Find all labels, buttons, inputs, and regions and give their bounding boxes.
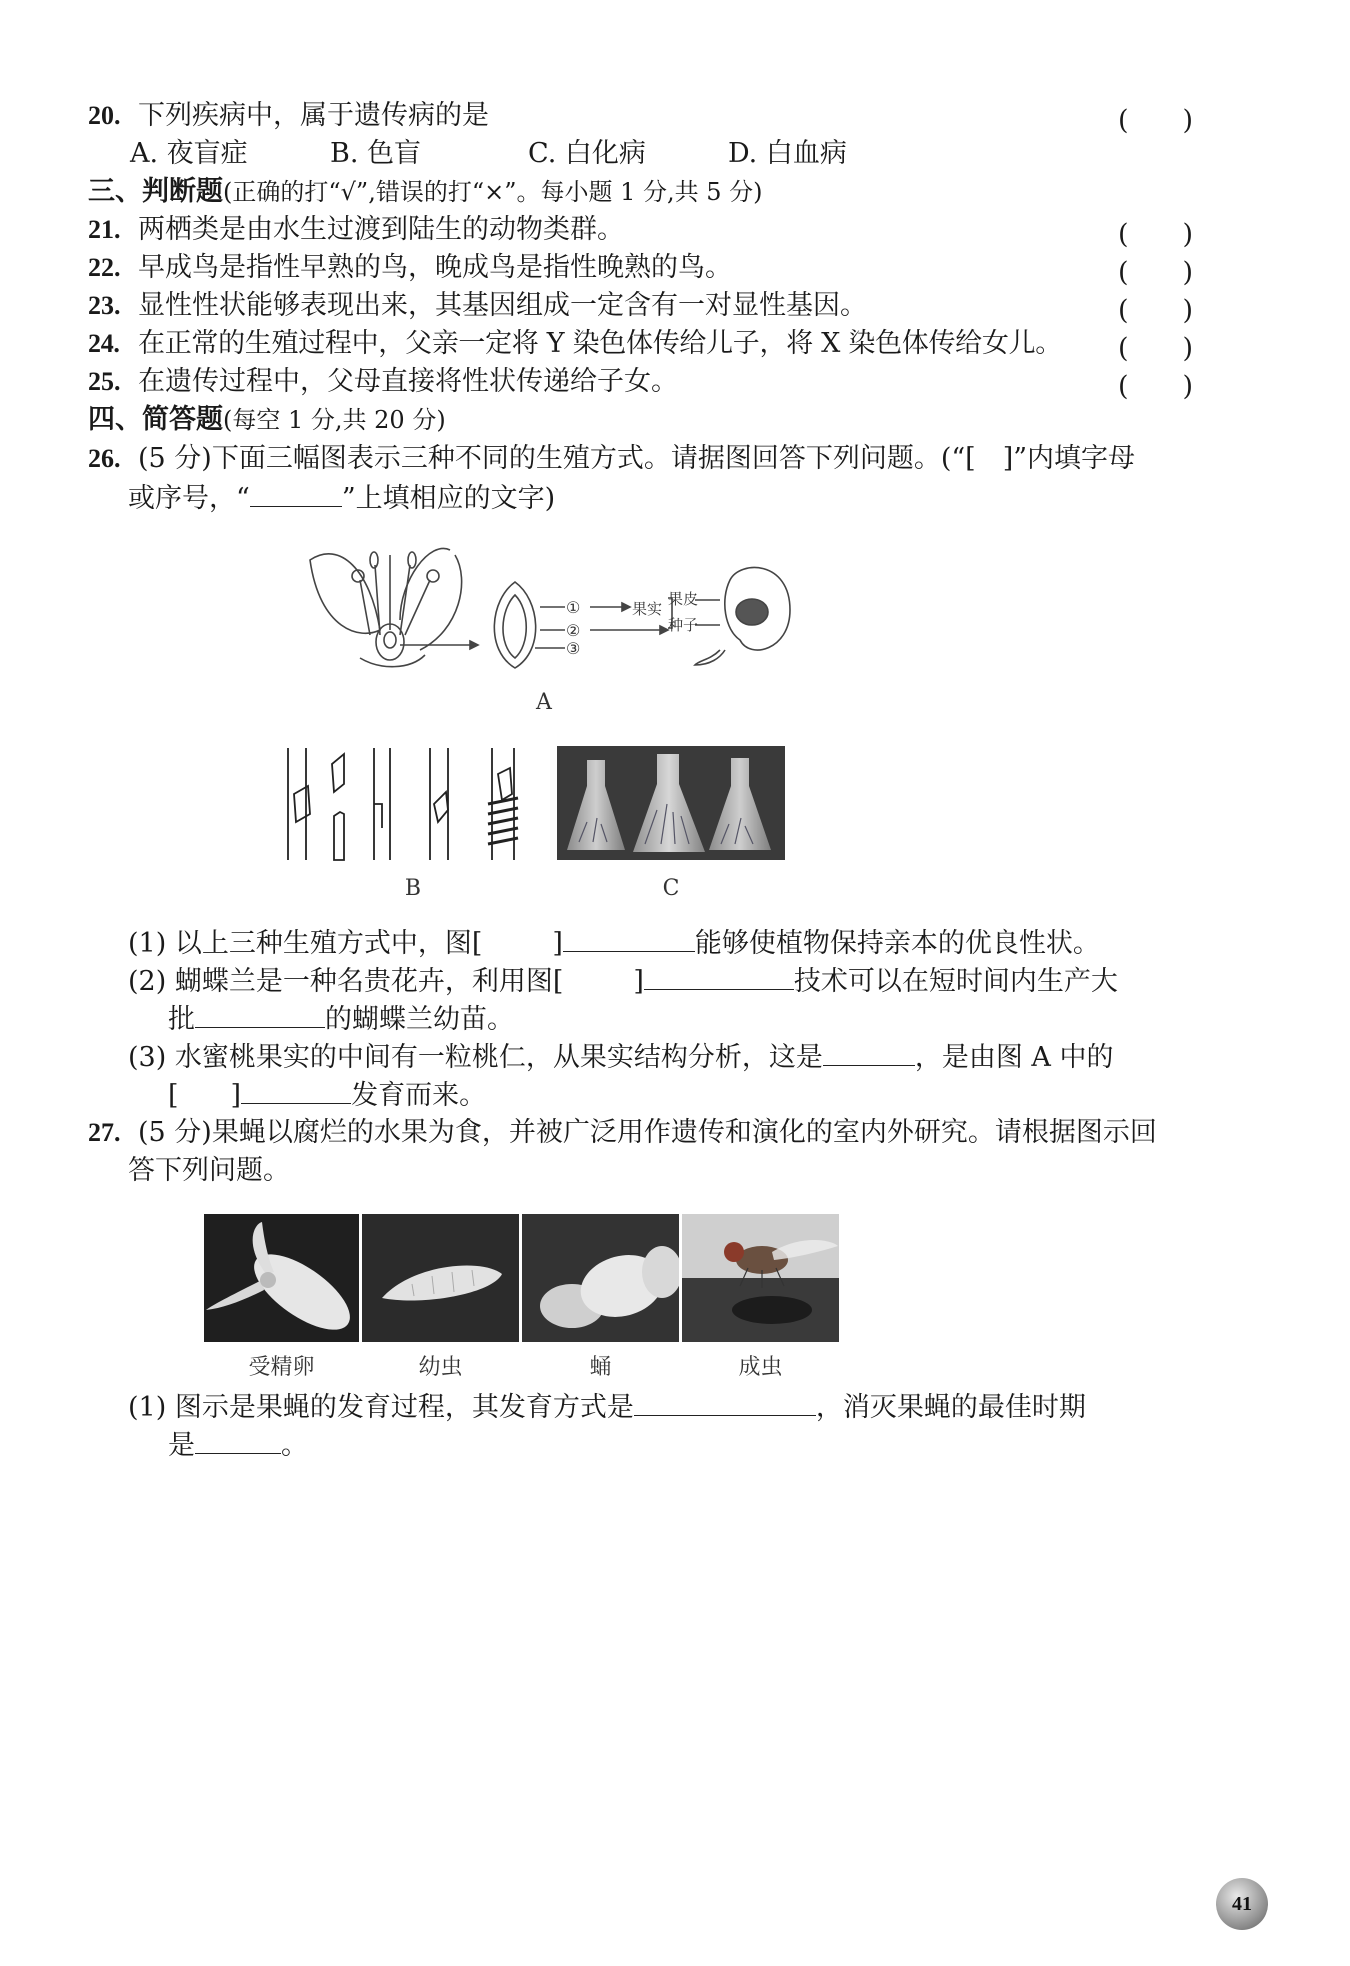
question-21 [88,212,624,248]
text: [ [168,1080,179,1111]
option-a: A. 夜盲症 [130,138,248,169]
option-d: D. 白血病 [728,138,847,169]
q26-sub-1 [128,925,1100,962]
answer-blank[interactable] [195,1001,325,1028]
text: 的蝴蝶兰幼苗。 [325,1004,514,1035]
answer-paren-21[interactable]: ( ) [1118,219,1194,250]
question-number: 27. [88,1118,121,1147]
q27-sub-1 [128,1389,1086,1426]
figure-a-flower-to-fruit [300,540,800,680]
caption-pupa: 蛹 [589,1355,612,1380]
question-text: 显性性状能够表现出来，其基因组成一定含有一对显性基因。 [138,290,867,321]
section-note: (正确的打“√”,错误的打“×”。每小题 1 分,共 5 分) [223,178,763,206]
example-blank [250,480,342,507]
figure-a-label: A [536,690,552,715]
label-peel: 果皮 [668,590,699,608]
figure-c-tissue-culture-photo [557,746,785,860]
text: ，消灭果蝇的最佳时期 [815,1392,1086,1423]
answer-blank[interactable] [195,1427,281,1454]
question-20 [88,98,489,134]
section-4-heading [88,402,446,438]
text: (1) 图示是果蝇的发育过程，其发育方式是 [128,1392,634,1423]
question-text: (5 分)下面三幅图表示三种不同的生殖方式。请据图回答下列问题。(“[ ]”内填字母 [138,443,1136,474]
question-text: 两栖类是由水生过渡到陆生的动物类群。 [138,214,624,245]
question-27-line2: 答下列问题。 [128,1155,290,1186]
question-number: 22. [88,253,121,282]
text: ”上填相应的文字) [341,483,556,514]
text: (1) 以上三种生殖方式中，图[ [128,928,483,959]
question-24 [88,326,1062,362]
section-note: (每空 1 分,共 20 分) [223,406,446,434]
text: 能够使植物保持亲本的优良性状。 [694,928,1100,959]
question-25 [88,364,678,400]
figure-b-label: B [404,876,422,901]
question-27 [88,1115,1157,1151]
text: ] [633,966,644,997]
q27-sub-1-cont [168,1427,308,1464]
question-number: 26. [88,444,121,473]
section-title: 四、简答题 [88,404,223,435]
caption-egg: 受精卵 [248,1355,315,1380]
question-text: 早成鸟是指性早熟的鸟，晚成鸟是指性晚熟的鸟。 [138,252,732,283]
label-seed: 种子 [668,616,699,634]
q26-sub-3-cont [168,1077,486,1114]
photo-fertilized-egg [204,1214,359,1342]
label-fruit: 果实 [632,600,663,618]
photo-larva [362,1214,519,1342]
answer-blank[interactable] [634,1389,816,1416]
question-number: 25. [88,367,121,396]
answer-paren-24[interactable]: ( ) [1118,333,1194,364]
question-text: (5 分)果蝇以腐烂的水果为食，并被广泛用作遗传和演化的室内外研究。请根据图示回 [138,1117,1157,1148]
question-number: 24. [88,329,120,358]
question-26 [88,441,1135,477]
label-3: ③ [566,639,581,658]
question-23 [88,288,867,324]
photo-adult-fly [682,1214,839,1342]
question-22 [88,250,732,286]
photo-pupa [522,1214,679,1342]
answer-blank[interactable] [644,963,794,990]
answer-paren-25[interactable]: ( ) [1118,371,1194,402]
option-c: C. 白化病 [528,138,646,169]
caption-larva: 幼虫 [418,1355,463,1380]
option-b: B. 色盲 [330,138,422,169]
q26-sub-2 [128,963,1118,1000]
question-text: 下列疾病中，属于遗传病的是 [138,100,489,131]
q26-sub-3 [128,1039,1114,1076]
text: (2) 蝴蝶兰是一种名贵花卉，利用图[ [128,966,564,997]
text: ] [230,1080,242,1111]
answer-blank[interactable] [563,925,695,952]
text: (3) 水蜜桃果实的中间有一粒桃仁，从果实结构分析，这是 [128,1042,823,1073]
answer-paren-23[interactable]: ( ) [1118,295,1194,326]
text: 批 [168,1004,195,1035]
label-1: ① [566,598,581,617]
question-number: 21. [88,215,121,244]
question-26-line2 [128,480,555,517]
answer-blank[interactable] [241,1077,351,1104]
figure-c-label: C [662,876,680,901]
text: ] [552,928,563,959]
section-title: 三、判断题 [88,176,223,207]
text: 技术可以在短时间内生产大 [793,966,1118,997]
caption-adult: 成虫 [738,1355,783,1380]
text: 。 [281,1430,308,1461]
text: 发育而来。 [351,1080,487,1111]
text: 是 [168,1430,195,1461]
answer-paren-20[interactable]: ( ) [1118,105,1194,136]
question-text: 在正常的生殖过程中，父亲一定将 Y 染色体传给儿子，将 X 染色体传给女儿。 [138,328,1062,359]
page-number-badge: 41 [1216,1878,1268,1930]
figure-b-grafting [282,744,532,862]
answer-blank[interactable] [823,1039,915,1066]
text: ，是由图 A 中的 [914,1042,1114,1073]
question-number: 20. [88,101,121,130]
label-2: ② [566,621,581,640]
text: 或序号，“ [128,483,250,514]
section-3-heading [88,174,763,210]
answer-paren-22[interactable]: ( ) [1118,257,1194,288]
question-text: 在遗传过程中，父母直接将性状传递给子女。 [138,366,678,397]
question-number: 23. [88,291,121,320]
q26-sub-2-cont [168,1001,514,1038]
